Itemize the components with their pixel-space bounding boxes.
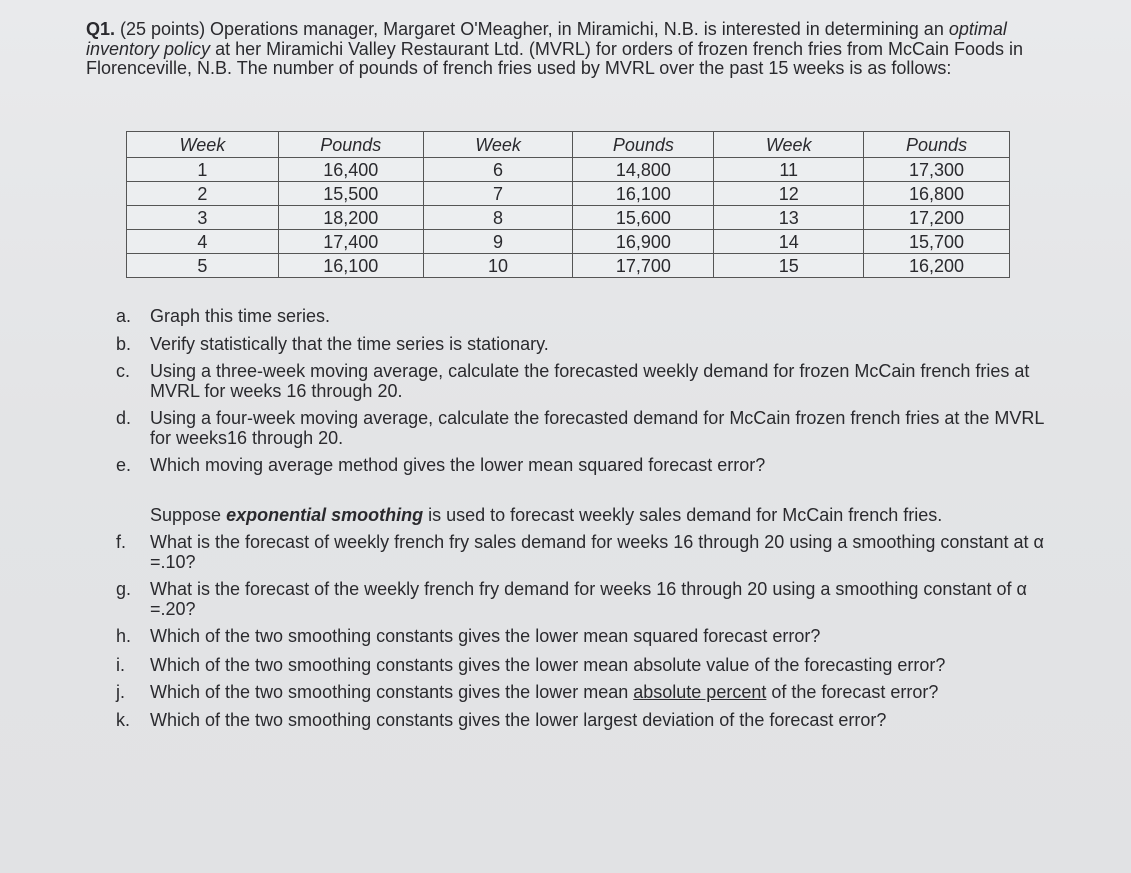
question-b	[108, 335, 1058, 355]
pounds-cell: 16,200	[864, 254, 1010, 278]
question-intro	[86, 20, 1061, 79]
pounds-cell: 15,500	[278, 182, 423, 206]
table-header-row	[127, 132, 1010, 158]
question-g	[108, 580, 1058, 619]
note-text-post: is used to forecast weekly sales demand for McCain french fries.	[423, 504, 943, 525]
question-text: What is the forecast of the weekly french fry demand for weeks 16 through 20 using a smoothing constant of α =.20?	[150, 579, 1027, 619]
question-letter: a.	[116, 306, 132, 326]
week-cell: 11	[714, 158, 864, 182]
table-row	[127, 254, 1010, 278]
question-text: Using a three-week moving average, calculate the forecasted weekly demand for frozen McCain french fries at MVRL for weeks 16 through 20.	[150, 361, 1030, 401]
question-k	[108, 711, 1058, 731]
pounds-cell: 15,700	[864, 230, 1010, 254]
question-f	[108, 533, 1058, 572]
question-number: Q1.	[86, 19, 116, 39]
question-letter: j.	[116, 682, 125, 702]
header-week: Week	[127, 132, 279, 158]
week-cell: 5	[127, 254, 279, 278]
question-d	[108, 409, 1058, 448]
question-text-underline: absolute percent	[633, 682, 767, 702]
pounds-cell: 16,100	[573, 182, 714, 206]
question-a	[108, 307, 1058, 327]
question-text: Which moving average method gives the lower mean squared forecast error?	[150, 455, 766, 475]
question-letter: i.	[116, 654, 125, 675]
pounds-cell: 17,200	[864, 206, 1010, 230]
pounds-cell: 15,600	[573, 206, 714, 230]
question-text: Verify statistically that the time series is stationary.	[150, 333, 549, 354]
pounds-cell: 16,400	[278, 158, 423, 182]
question-letter: g.	[116, 579, 132, 599]
week-cell: 6	[423, 158, 573, 182]
question-text: Which of the two smoothing constants gives the lower largest deviation of the forecast error?	[150, 709, 887, 730]
question-text-post: of the forecast error?	[766, 682, 939, 702]
week-cell: 10	[423, 254, 573, 278]
table-row	[127, 206, 1010, 230]
note-emphasis: exponential smoothing	[226, 504, 424, 525]
question-j	[108, 683, 1058, 703]
question-i	[108, 656, 1058, 676]
question-text: Graph this time series.	[150, 306, 331, 326]
table-row	[127, 158, 1010, 182]
week-cell: 8	[423, 206, 573, 230]
question-text: Which of the two smoothing constants gives the lower mean squared forecast error?	[150, 626, 821, 646]
question-letter: c.	[116, 361, 131, 381]
header-pounds: Pounds	[573, 132, 714, 158]
pounds-cell: 16,100	[278, 254, 423, 278]
intro-text-2: at her Miramichi Valley Restaurant Ltd. (MVRL) for orders of frozen french fries from McCain Foods in Florenceville, N.B. The number of pounds of french fries used by MVRL over the past 15 weeks is as follows:	[86, 38, 1024, 78]
header-week: Week	[714, 132, 864, 158]
question-c	[108, 362, 1058, 401]
pounds-cell: 18,200	[278, 206, 423, 230]
week-cell: 3	[127, 206, 279, 230]
table-row	[127, 182, 1010, 206]
exponential-smoothing-note	[108, 506, 1058, 526]
pounds-cell: 17,300	[864, 158, 1010, 182]
question-letter: b.	[116, 333, 132, 354]
week-cell: 2	[127, 182, 279, 206]
week-cell: 12	[714, 182, 864, 206]
demand-table	[126, 131, 1010, 278]
question-h	[108, 627, 1058, 647]
pounds-cell: 14,800	[573, 158, 714, 182]
week-cell: 14	[714, 230, 864, 254]
question-e	[108, 456, 1058, 476]
pounds-cell: 17,700	[573, 254, 714, 278]
pounds-cell: 16,800	[864, 182, 1010, 206]
week-cell: 15	[714, 254, 864, 278]
week-cell: 7	[423, 182, 573, 206]
question-text: Using a four-week moving average, calculate the forecasted demand for McCain frozen french fries at the MVRL for weeks16 through 20.	[150, 408, 1044, 448]
week-cell: 1	[127, 158, 279, 182]
week-cell: 4	[127, 230, 279, 254]
intro-italic: optimal inventory policy	[86, 19, 1007, 59]
header-pounds: Pounds	[278, 132, 423, 158]
question-letter: h.	[116, 626, 132, 646]
question-text-pre: Which of the two smoothing constants gives the lower mean	[150, 682, 634, 702]
header-pounds: Pounds	[864, 132, 1010, 158]
pounds-cell: 16,900	[573, 230, 714, 254]
header-week: Week	[423, 132, 573, 158]
week-cell: 13	[714, 206, 864, 230]
question-letter: e.	[116, 455, 132, 475]
question-letter: d.	[116, 408, 132, 428]
table-row	[127, 230, 1010, 254]
question-letter: k.	[116, 709, 131, 730]
question-list	[108, 307, 1058, 730]
question-text: Which of the two smoothing constants gives the lower mean absolute value of the forecasting error?	[150, 654, 946, 675]
question-letter: f.	[116, 532, 127, 552]
intro-text-1: (25 points) Operations manager, Margaret O'Meagher, in Miramichi, N.B. is interested in determining an	[115, 19, 949, 39]
pounds-cell: 17,400	[278, 230, 423, 254]
question-text: What is the forecast of weekly french fry sales demand for weeks 16 through 20 using a smoothing constant at α =.10?	[150, 532, 1044, 572]
note-text-pre: Suppose	[150, 504, 227, 525]
week-cell: 9	[423, 230, 573, 254]
